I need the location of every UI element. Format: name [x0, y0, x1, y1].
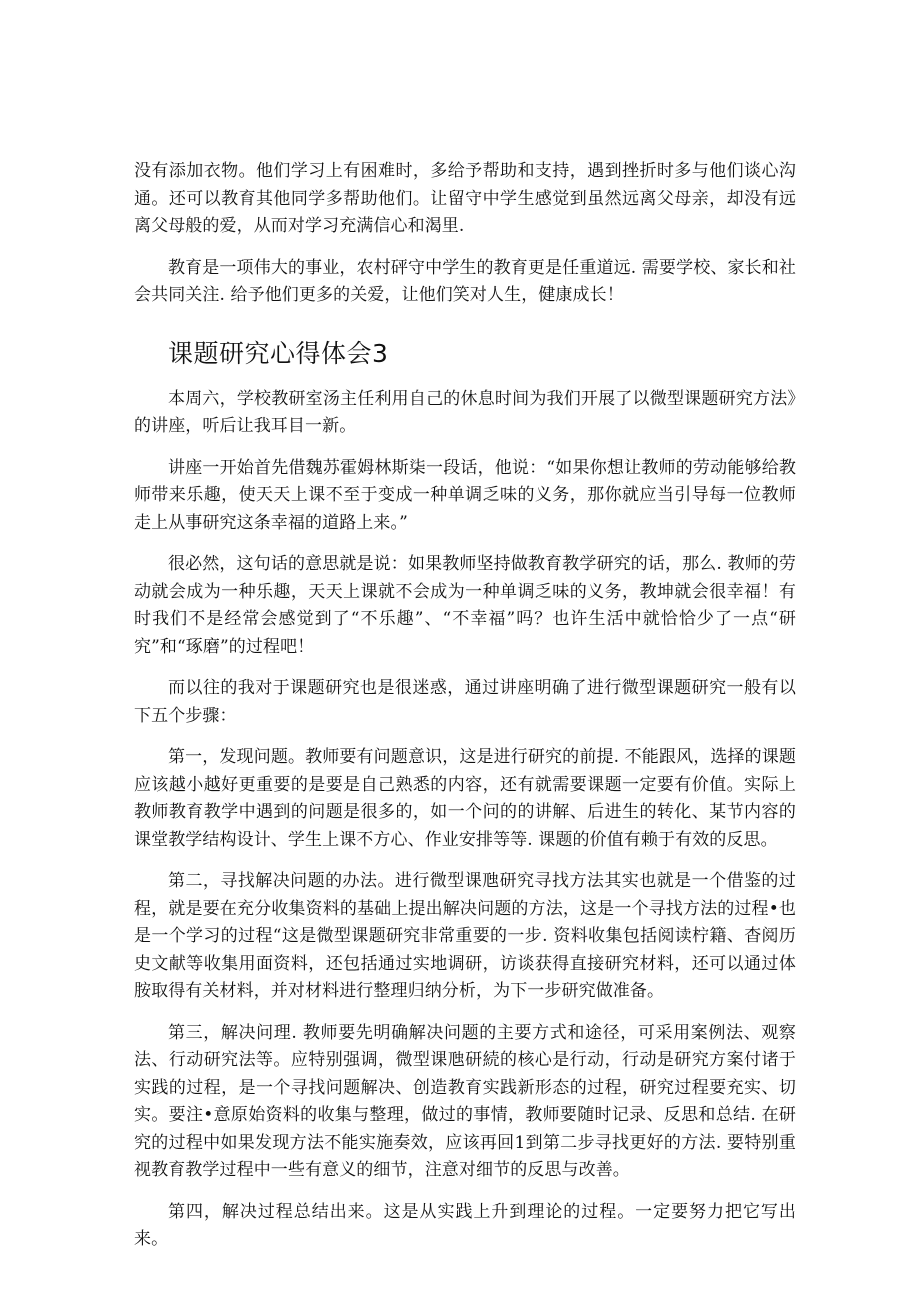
section-title: 课题研究心得体会3 — [168, 338, 389, 368]
paragraph-2: 讲座一开始首先借魏苏霍姆林斯柒一段话，他说：“如果你想让教师的劳动能够给教师带来乐趣，使天天上课不至于变成一种单调乏味的义务，那你就应当引导每一位教师走上从事研究这条幸福的道路上来。” — [134, 457, 796, 533]
document-body — [134, 158, 796, 1268]
paragraph-8: 第四，解决过程总结出来。这是从实践上升到理论的过程。一定要努力把它写出来。 — [134, 1201, 796, 1249]
paragraph-7: 第三，解决问理. 教师要先明确解决问题的主要方式和途径，可采用案例法、观察法、行动研究法等。应特别强调，微型课虺研続的核心是行动，行动是研究方案付诸于实践的过程，是一个寻找问题解决、创造教育实践新形态的过程，研究过程要充实、切实。要注•意原始资料的收集与整理，做过的事情，教师要随时记录、反思和总结. 在研究的过程中如果发现方法不能实施奏效，应该再回1到第二步寻找更好的方法. 要特别重视教育教学过程中一些有意义的细节，注意对细节的反思与改善。 — [134, 1022, 796, 1180]
paragraph-5: 第一，发现问题。教师要有问题意识，这是进行研究的前提. 不能跟风，选择的课题应该越小越好更重要的是要是自己熟悉的内容，还有就需要课题一定要有价值。实际上教师教育教学中遇到的问题是很多的，如一个问的的讲解、后进生的转化、某节内容的课堂教学结构设计、学生上课不方心、作业安排等等. 课题的价值有赖于有效的反思。 — [134, 747, 796, 850]
paragraph-intro-2: 教育是一项伟大的事业，农村砰守中学生的教育更是任重道远. 需要学校、家长和社会共同关注. 给予他们更多的关爱，让他们笑对人生，健康成长！ — [134, 257, 796, 305]
paragraph-3: 很必然，这句话的意思就是说：如果教师坚持做教育教学研究的话，那么. 教师的劳动就会成为一种乐趣，天天上课就不会成为一种单调乏味的义务，教坤就会很幸福！有时我们不是经常会感觉到了“不乐趣”、“不幸福”吗？也许生活中就恰恰少了一点“研究”和“琢磨”的过程吧！ — [134, 554, 796, 657]
paragraph-1: 本周六，学校教研室汤主任利用自己的休息时间为我们开展了以微型课题研究方法》的讲座，听后让我耳目一新。 — [134, 388, 796, 436]
paragraph-4: 而以往的我对于课题研究也是很迷惑，通过讲座明确了进行微型课题研究一般有以下五个步骤： — [134, 678, 796, 726]
paragraph-6: 第二，寻找解决问题的办法。进行微型课虺研究寻找方法其实也就是一个借鉴的过程，就是要在充分收集资料的基础上提出解决问题的方法，这是一个寻找方法的过程•也是一个学习的过程“这是微型课题研究非常重要的一步. 资料收集包括阅读柠籍、杳阅历史文献等收集用面资料，还包括通过实地调研，访谈获得直接研究材料，还可以通过体胺取得有关材料，并对材料进行整理归纳分析，为下一步研究做准备。 — [134, 871, 796, 1001]
paragraph-intro-1: 没有添加衣物。他们学习上有困难时，多给予帮助和支持，遇到挫折时多与他们谈心沟通。还可以教育其他同学多帮助他们。让留守中学生感觉到虽然远离父母亲，却没有远离父母般的爱，从而对学习充满信心和渴里. — [134, 161, 796, 236]
